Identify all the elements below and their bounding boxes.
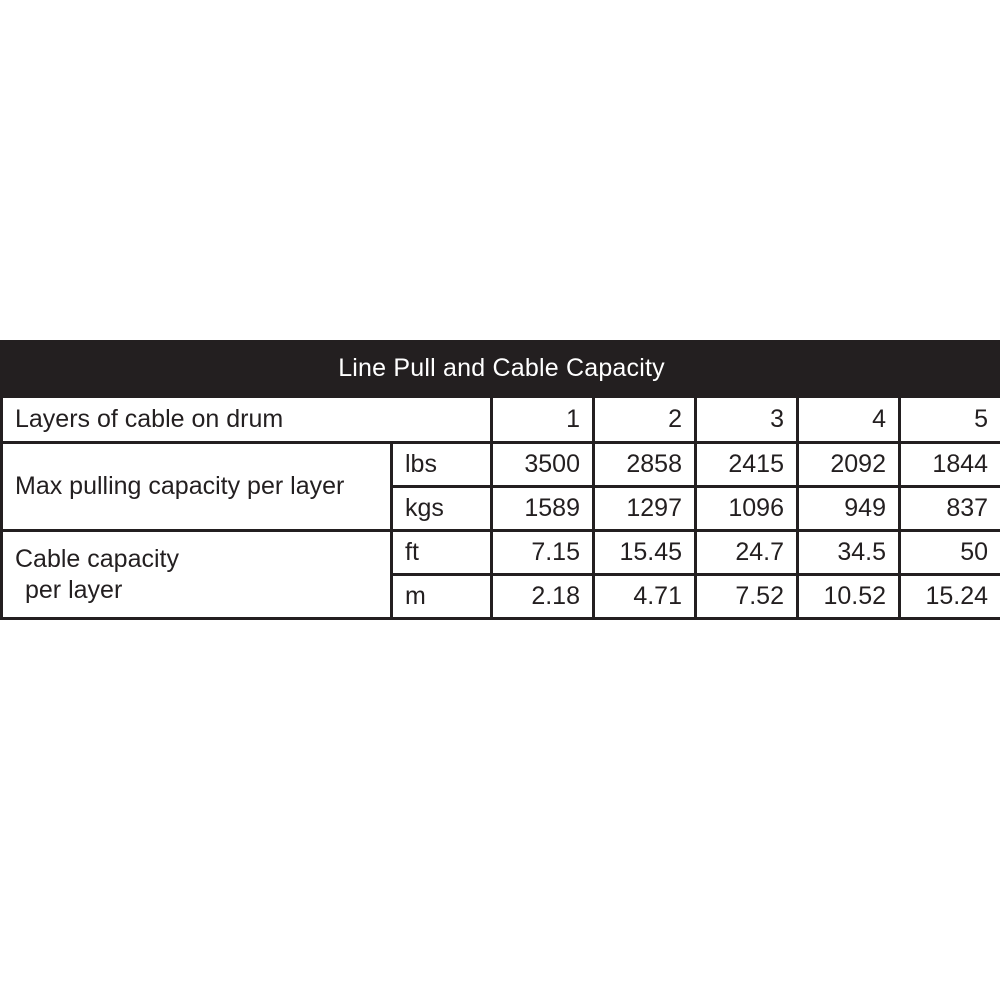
line-pull-cable-capacity-table: [0, 340, 1000, 620]
cell-m-5: 15.24: [900, 575, 1000, 619]
unit-m: m: [392, 575, 492, 619]
capacity-table-container: [0, 340, 1000, 620]
cell-kgs-5: 837: [900, 487, 1000, 531]
cell-lbs-5: 1844: [900, 443, 1000, 487]
cell-lbs-2: 2858: [594, 443, 696, 487]
cell-lbs-1: 3500: [492, 443, 594, 487]
row-label-line-2: layer: [290, 472, 345, 501]
cell-ft-4: 34.5: [798, 531, 900, 575]
table-header-row: [2, 397, 1000, 443]
header-layer-4: 4: [798, 397, 900, 443]
cell-kgs-4: 949: [798, 487, 900, 531]
cell-ft-5: 50: [900, 531, 1000, 575]
header-layer-5: 5: [900, 397, 1000, 443]
cell-m-1: 2.18: [492, 575, 594, 619]
cell-kgs-1: 1589: [492, 487, 594, 531]
table-row: [2, 443, 1000, 487]
header-layers-label: Layers of cable on drum: [2, 397, 492, 443]
cell-kgs-3: 1096: [696, 487, 798, 531]
cell-m-4: 10.52: [798, 575, 900, 619]
cell-m-2: 4.71: [594, 575, 696, 619]
unit-lbs: lbs: [392, 443, 492, 487]
row-label-line-1: Cable capacity: [15, 544, 179, 573]
table-title-row: [2, 340, 1000, 397]
cell-lbs-3: 2415: [696, 443, 798, 487]
cell-ft-3: 24.7: [696, 531, 798, 575]
cell-lbs-4: 2092: [798, 443, 900, 487]
row-label-line-2: per layer: [25, 575, 123, 604]
cell-m-3: 7.52: [696, 575, 798, 619]
cell-kgs-2: 1297: [594, 487, 696, 531]
page-title: Line Pull and Cable Capacity: [2, 340, 1000, 397]
header-layer-1: 1: [492, 397, 594, 443]
row-label-max-pulling-capacity: [2, 443, 392, 531]
header-layer-3: 3: [696, 397, 798, 443]
row-label-cable-capacity: [2, 531, 392, 619]
cell-ft-1: 7.15: [492, 531, 594, 575]
unit-ft: ft: [392, 531, 492, 575]
table-row: [2, 531, 1000, 575]
unit-kgs: kgs: [392, 487, 492, 531]
cell-ft-2: 15.45: [594, 531, 696, 575]
header-layer-2: 2: [594, 397, 696, 443]
row-label-line-1: Max pulling capacity per: [15, 472, 284, 501]
